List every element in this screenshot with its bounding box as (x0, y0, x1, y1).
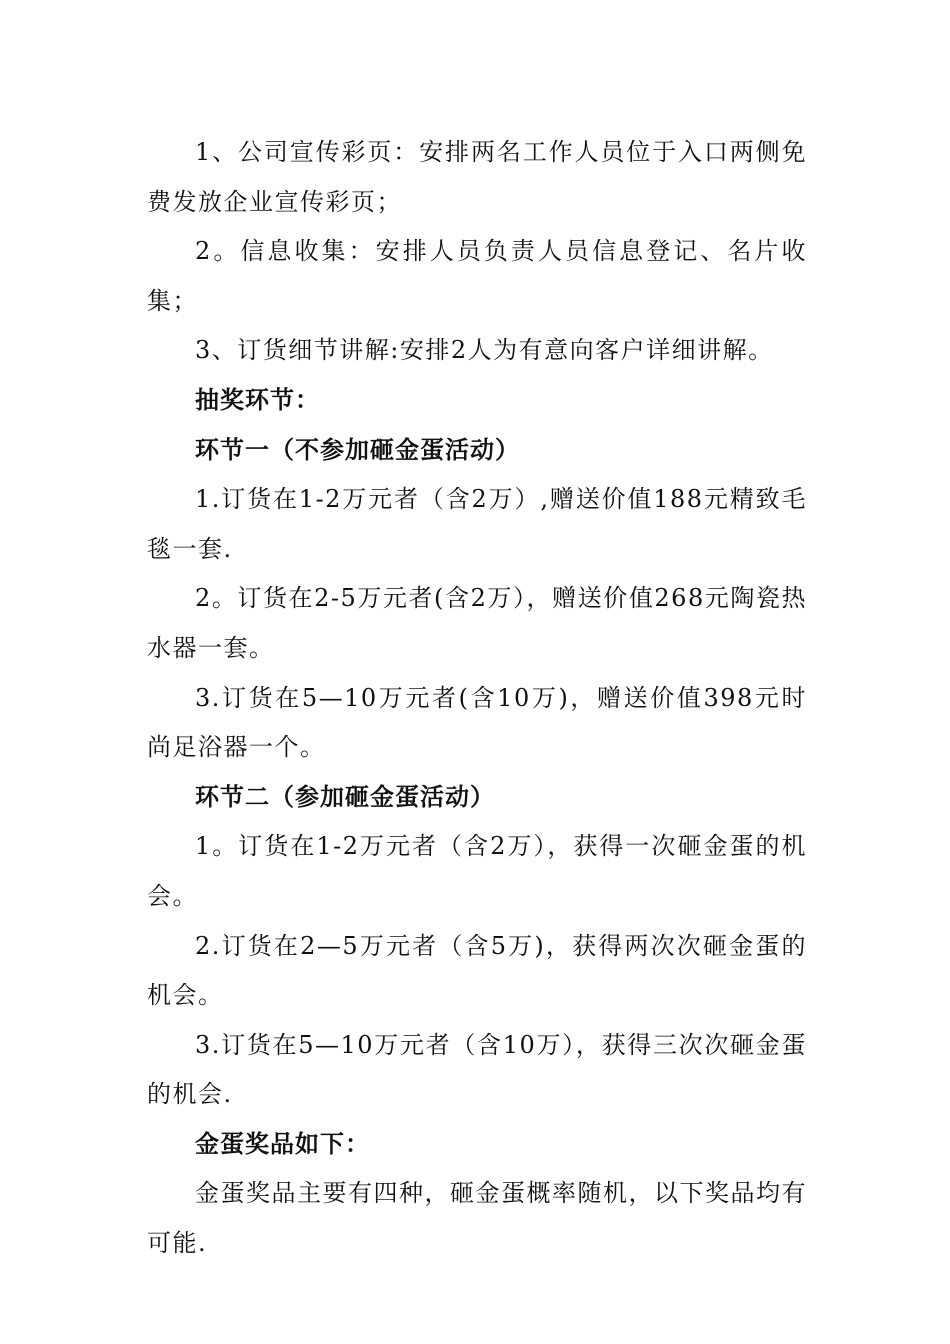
paragraph-promo-brochure: 1、公司宣传彩页：安排两名工作人员位于入口两侧免费发放企业宣传彩页； (147, 138, 807, 216)
paragraph-prize-description: 金蛋奖品主要有四种，砸金蛋概率随机，以下奖品均有可能. (147, 1179, 807, 1258)
paragraph-info-collection: 2。信息收集：安排人员负责人员信息登记、名片收集； (147, 237, 807, 315)
heading-lottery: 抽奖环节： (195, 385, 320, 414)
paragraph-stage-two-item-2: 2.订货在2—5万元者（含5万)，获得两次次砸金蛋的机会。 (147, 931, 807, 1010)
heading-stage-two: 环节二（参加砸金蛋活动） (195, 782, 495, 811)
paragraph-order-explanation: 3、订货细节讲解:安排2人为有意向客户详细讲解。 (195, 336, 774, 365)
paragraph-stage-one-item-3: 3.订货在5—10万元者(含10万)，赠送价值398元时尚足浴器一个。 (147, 683, 807, 762)
paragraph-stage-one-item-2: 2。订货在2-5万元者(含2万），赠送价值268元陶瓷热水器一套。 (147, 584, 807, 662)
paragraph-stage-one-item-1: 1.订货在1-2万元者（含2万）,赠送价值188元精致毛毯一套. (147, 485, 807, 563)
heading-golden-egg-prizes: 金蛋奖品如下： (195, 1129, 370, 1158)
document-body (147, 128, 807, 1269)
paragraph-stage-two-item-3: 3.订货在5—10万元者（含10万），获得三次次砸金蛋的机会. (147, 1030, 807, 1109)
heading-stage-one: 环节一（不参加砸金蛋活动） (195, 435, 520, 464)
paragraph-stage-two-item-1: 1。订货在1-2万元者（含2万），获得一次砸金蛋的机会。 (147, 832, 807, 910)
